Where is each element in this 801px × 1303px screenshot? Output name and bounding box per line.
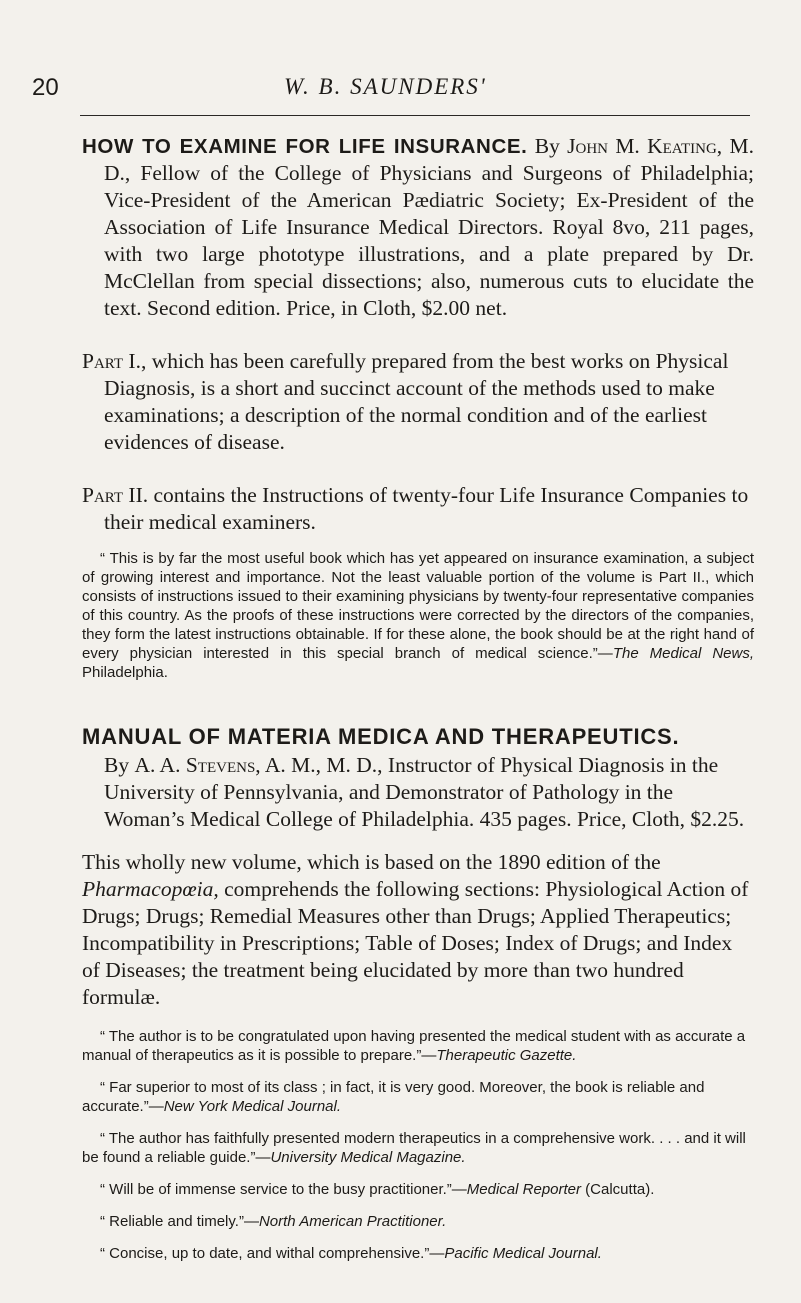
part-one-paragraph [82, 348, 754, 456]
by-word: By [104, 753, 130, 777]
quote-text: “ Concise, up to date, and withal comprehensive.”— [100, 1245, 445, 1262]
quote-text: “ Will be of immense service to the busy practitioner.”— [100, 1181, 467, 1198]
review-quote [82, 1027, 754, 1065]
entry-heading [82, 133, 754, 322]
quote-place: Philadelphia. [82, 664, 168, 681]
part-one-text: which has been carefully prepared from the best works on Physical Diagnosis, is a short and succinct account of the methods used to make examinations; a description of the normal condition and of the earliest evidences of disease. [104, 349, 729, 454]
review-quote [82, 1244, 754, 1263]
review-quote [82, 1078, 754, 1116]
book-title: MANUAL OF MATERIA MEDICA AND THERAPEUTICS. [82, 724, 680, 749]
header-rule [80, 115, 750, 116]
summary-paragraph [82, 849, 754, 1011]
quote-suffix: (Calcutta). [581, 1181, 655, 1198]
summary-italic-title: Pharmacopœia, [82, 877, 219, 901]
author-name: A. A. Stevens, [134, 753, 261, 777]
quote-source: University Medical Magazine. [270, 1149, 466, 1166]
summary-text-end: comprehends the following sections: Physiological Action of Drugs; Drugs; Remedial Measures other than Drugs; Applied Therapeutics; Incompatibility in Prescriptions; Table of Doses; Index of Drugs; and Index of Diseases; the treatment being elucidated by more than two hundred formulæ. [82, 877, 749, 1009]
quote-source: The Medical News, [612, 645, 755, 662]
part-two-text: contains the Instructions of twenty-four Life Insurance Companies to their medical examiners. [104, 483, 749, 534]
part-two-paragraph [82, 482, 754, 536]
review-quote [82, 1180, 754, 1199]
book-entry-life-insurance [82, 133, 754, 682]
book-title: HOW TO EXAMINE FOR LIFE INSURANCE. [82, 135, 528, 158]
author-name: John M. Keating, [567, 134, 723, 158]
running-head [32, 74, 752, 114]
quote-source: North American Practitioner. [258, 1213, 447, 1230]
book-description: M. D., Fellow of the College of Physicians and Surgeons of Philadelphia; Vice-President of the American Pædiatric Society; Ex-President of the Association of Life Insurance Medical Directors. Royal 8vo, 211 pages, with two large phototype illustrations, and a plate prepared by Dr. McClellan from special dissections; also, numerous cuts to elucidate the text. Second edition. Price, in Cloth, $2.00 net. [104, 134, 754, 320]
quote-text: “ The author has faithfully presented modern therapeutics in a comprehensive work. . . . and it will be found a reliable guide.”— [82, 1130, 746, 1166]
part-one-label: Part I., [82, 349, 147, 373]
book-entry-materia-medica [82, 722, 754, 1263]
quote-source: Therapeutic Gazette. [436, 1047, 577, 1064]
quote-source: Medical Reporter [466, 1181, 582, 1198]
book-description: A. M., M. D., Instructor of Physical Diagnosis in the University of Pennsylvania, and Demonstrator of Pathology in the Woman’s Medical College of Philadelphia. 435 pages. Price, Cloth, $2.25. [104, 753, 745, 831]
quote-text: “ The author is to be congratulated upon having presented the medical student with as accurate a manual of therapeutics as it is possible to prepare.”— [82, 1028, 746, 1064]
part-two-label: Part II. [82, 483, 149, 507]
publisher-heading: W. B. SAUNDERS' [284, 74, 487, 99]
review-quote [82, 1129, 754, 1167]
quote-text: “ Far superior to most of its class ; in fact, it is very good. Moreover, the book is reliable and accurate.”— [82, 1079, 705, 1115]
summary-text-start: This wholly new volume, which is based on the 1890 edition of the [82, 850, 661, 874]
quote-text: “ Reliable and timely.”— [100, 1213, 259, 1230]
quote-source: New York Medical Journal. [163, 1098, 342, 1115]
review-quote [82, 549, 754, 682]
entry-byline [82, 752, 754, 833]
page-number: 20 [32, 74, 59, 101]
quote-source: Pacific Medical Journal. [444, 1245, 602, 1262]
page-content [82, 133, 754, 1263]
by-word: By [534, 134, 560, 158]
quote-text: “ This is by far the most useful book which has yet appeared on insurance examination, a subject of growing interest and importance. Not the least valuable portion of the volume is Part II., which consists of instructions issued to their examining physicians by twenty-four representative companies of this country. As the proofs of these instructions were corrected by the directors of the companies, they form the latest instructions obtainable. If for these alone, the book should be at the right hand of every physician interested in this special branch of medical science.”— [82, 550, 754, 662]
review-quote [82, 1212, 754, 1231]
